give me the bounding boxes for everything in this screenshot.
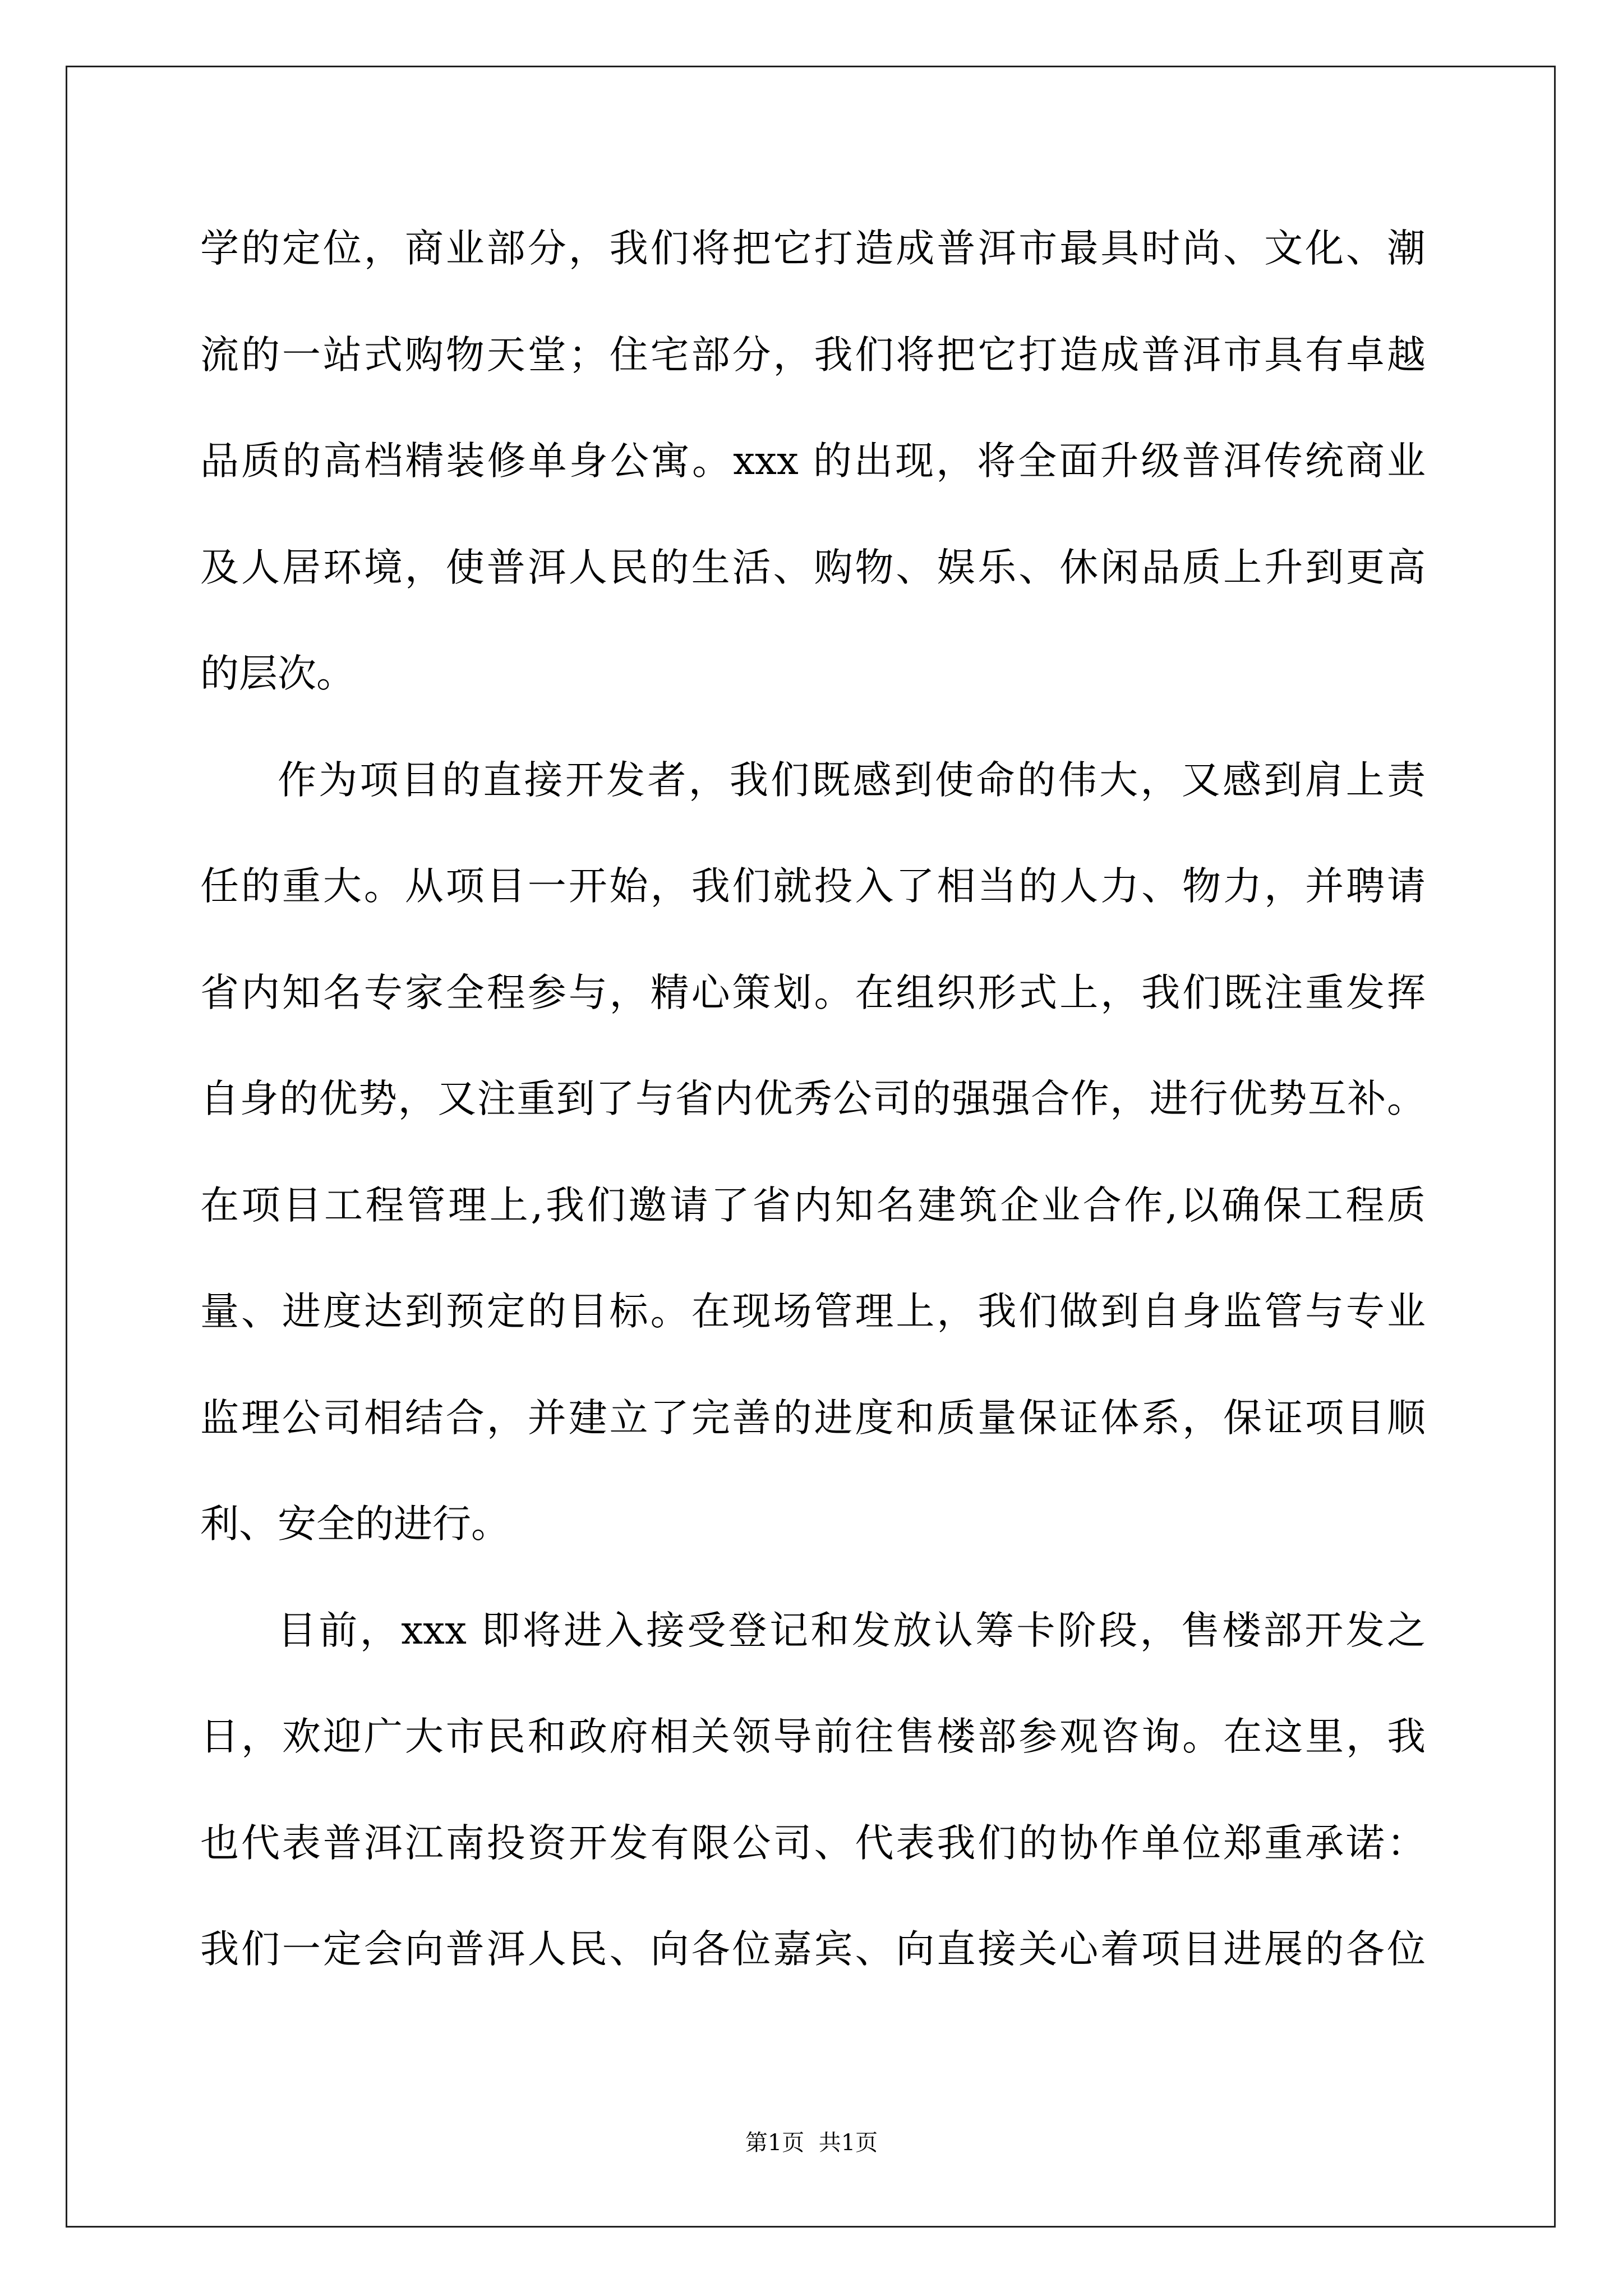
document-body (200, 196, 1426, 2003)
text-line: 任的重大。从项目一开始，我们就投入了相当的人力、物力，并聘请 (200, 864, 1426, 909)
text-line: 学的定位，商业部分，我们将把它打造成普洱市最具时尚、文化、潮 (200, 226, 1426, 271)
paragraph (200, 196, 1426, 728)
text-line: 在项目工程管理上,我们邀请了省内知名建筑企业合作,以确保工程质 (200, 1182, 1426, 1228)
text-line: 的层次。 (200, 651, 355, 696)
text-line: 省内知名专家全程参与，精心策划。在组织形式上，我们既注重发挥 (200, 970, 1426, 1015)
text-line: 我们一定会向普洱人民、向各位嘉宾、向直接关心着项目进展的各位 (200, 1927, 1426, 1972)
text-line: 日，欢迎广大市民和政府相关领导前往售楼部参观咨询。在这里，我 (200, 1714, 1426, 1759)
paragraph (200, 728, 1426, 1578)
text-line: 自身的优势，又注重到了与省内优秀公司的强强合作，进行优势互补。 (200, 1076, 1426, 1121)
text-line: 量、进度达到预定的目标。在现场管理上，我们做到自身监管与专业 (200, 1289, 1426, 1334)
text-line: 也代表普洱江南投资开发有限公司、代表我们的协作单位郑重承诺： (200, 1820, 1426, 1866)
paragraph (200, 1578, 1426, 2003)
text-line: 及人居环境，使普洱人民的生活、购物、娱乐、休闲品质上升到更高 (200, 545, 1426, 590)
text-line: 利、安全的进行。 (200, 1502, 510, 1547)
text-line: 目前，xxx 即将进入接受登记和发放认筹卡阶段，售楼部开发之 (278, 1608, 1426, 1653)
text-line: 作为项目的直接开发者，我们既感到使命的伟大，又感到肩上责 (278, 757, 1426, 803)
text-line: 监理公司相结合，并建立了完善的进度和质量保证体系，保证项目顺 (200, 1395, 1426, 1441)
text-line: 品质的高档精装修单身公寓。xxx 的出现，将全面升级普洱传统商业 (200, 439, 1426, 484)
page-number-footer: 第1页 共1页 (745, 2130, 878, 2156)
text-line: 流的一站式购物天堂；住宅部分，我们将把它打造成普洱市具有卓越 (200, 332, 1426, 378)
